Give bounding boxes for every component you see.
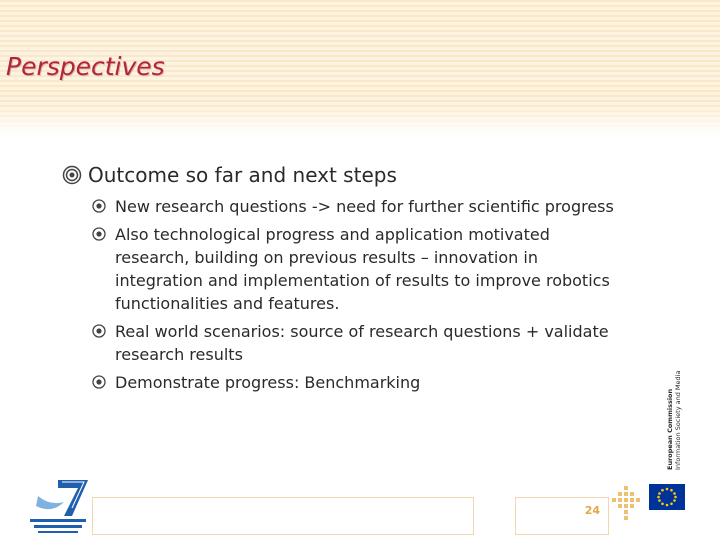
ec-label bbox=[666, 371, 682, 470]
eu-flag-icon bbox=[649, 484, 685, 510]
slide-title: Perspectives bbox=[6, 52, 165, 81]
page-number: 24 bbox=[584, 504, 600, 517]
ec-label-sub: Information Society and Media bbox=[674, 370, 682, 470]
main-bullet-text: Outcome so far and next steps bbox=[88, 163, 397, 187]
sub-bullet-text: Demonstrate progress: Benchmarking bbox=[115, 373, 421, 392]
footer-box bbox=[92, 497, 474, 535]
sub-bullet-text: New research questions -> need for further scientific progress bbox=[115, 197, 614, 216]
dots-decoration-icon bbox=[610, 484, 644, 524]
sub-bullet-text: Also technological progress and application motivated research, building on previous results – innovation in integration and implementation of results to improve robotics functionalities and features. bbox=[115, 225, 610, 313]
page-number-box bbox=[515, 497, 609, 535]
sub-bullet-list bbox=[62, 195, 622, 394]
target-bullet-icon bbox=[92, 324, 106, 338]
main-bullet bbox=[62, 158, 622, 192]
fp7-logo bbox=[28, 476, 94, 536]
ec-label-strong: European Commission bbox=[666, 388, 674, 470]
sub-bullet-item bbox=[92, 371, 622, 394]
sub-bullet-item bbox=[92, 320, 622, 366]
sub-bullet-item bbox=[92, 195, 622, 218]
target-bullet-icon bbox=[92, 227, 106, 241]
target-bullet-icon bbox=[92, 375, 106, 389]
target-bullet-icon bbox=[62, 165, 82, 185]
slide-content bbox=[62, 158, 622, 399]
target-bullet-icon bbox=[92, 199, 106, 213]
sub-bullet-text: Real world scenarios: source of research questions + validate research results bbox=[115, 322, 609, 364]
sub-bullet-item bbox=[92, 223, 622, 315]
